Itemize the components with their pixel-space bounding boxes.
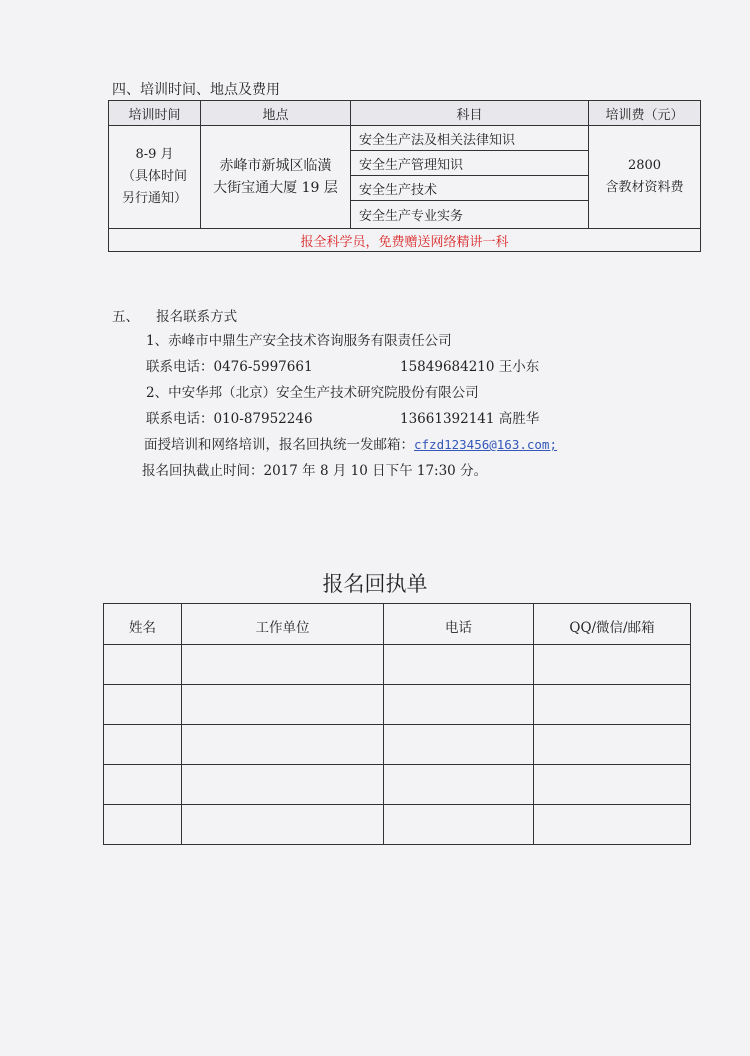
training-time-cell: 8-9 月 （具体时间 另行通知） bbox=[109, 126, 201, 229]
contact-input-cell[interactable] bbox=[534, 685, 691, 725]
org1-contact: 15849684210 王小东 bbox=[400, 359, 540, 375]
header-location: 地点 bbox=[201, 101, 351, 126]
subject-cell: 安全生产法及相关法律知识 bbox=[351, 126, 589, 151]
email-link[interactable]: cfzd123456@163.com; bbox=[414, 437, 557, 452]
org2-contact: 13661392141 高胜华 bbox=[400, 411, 540, 427]
receipt-table bbox=[103, 603, 691, 845]
phone-input-cell[interactable] bbox=[384, 765, 534, 805]
org2-phone: 联系电话：010-87952246 bbox=[146, 411, 313, 427]
training-table-header bbox=[109, 101, 701, 126]
header-employer: 工作单位 bbox=[182, 604, 384, 645]
subject-cell: 安全生产技术 bbox=[351, 176, 589, 201]
contact-input-cell[interactable] bbox=[534, 765, 691, 805]
receipt-title: 报名回执单 bbox=[322, 572, 428, 596]
header-contact: QQ/微信/邮箱 bbox=[534, 604, 691, 645]
contact-input-cell[interactable] bbox=[534, 725, 691, 765]
email-label: 面授培训和网络培训，报名回执统一发邮箱： bbox=[144, 437, 414, 453]
header-name: 姓名 bbox=[104, 604, 182, 645]
name-input-cell[interactable] bbox=[104, 645, 182, 685]
table-row bbox=[104, 685, 691, 725]
email-line bbox=[144, 433, 557, 453]
org1-name: 1、赤峰市中鼎生产安全技术咨询服务有限责任公司 bbox=[146, 333, 452, 349]
phone-input-cell[interactable] bbox=[384, 805, 534, 845]
name-input-cell[interactable] bbox=[104, 685, 182, 725]
employer-input-cell[interactable] bbox=[182, 805, 384, 845]
phone-input-cell[interactable] bbox=[384, 645, 534, 685]
section-4-title: 四、培训时间、地点及费用 bbox=[112, 82, 280, 98]
employer-input-cell[interactable] bbox=[182, 685, 384, 725]
table-row bbox=[104, 805, 691, 845]
name-input-cell[interactable] bbox=[104, 805, 182, 845]
contact-input-cell[interactable] bbox=[534, 805, 691, 845]
phone-input-cell[interactable] bbox=[384, 725, 534, 765]
receipt-header-row bbox=[104, 604, 691, 645]
deadline: 报名回执截止时间：2017 年 8 月 10 日下午 17:30 分。 bbox=[142, 463, 488, 479]
name-input-cell[interactable] bbox=[104, 765, 182, 805]
table-row bbox=[104, 725, 691, 765]
phone-input-cell[interactable] bbox=[384, 685, 534, 725]
table-row bbox=[109, 126, 701, 151]
subject-cell: 安全生产管理知识 bbox=[351, 151, 589, 176]
employer-input-cell[interactable] bbox=[182, 725, 384, 765]
employer-input-cell[interactable] bbox=[182, 645, 384, 685]
training-table bbox=[108, 100, 701, 252]
location-cell: 赤峰市新城区临潢 大街宝通大厦 19 层 bbox=[201, 126, 351, 229]
promo-note: 报全科学员，免费赠送网络精讲一科 bbox=[109, 229, 701, 252]
header-phone: 电话 bbox=[384, 604, 534, 645]
table-row bbox=[104, 645, 691, 685]
org2-name: 2、中安华邦（北京）安全生产技术研究院股份有限公司 bbox=[146, 385, 479, 401]
employer-input-cell[interactable] bbox=[182, 765, 384, 805]
header-subject: 科目 bbox=[351, 101, 589, 126]
subject-cell: 安全生产专业实务 bbox=[351, 201, 589, 229]
section-5-title: 五、 报名联系方式 bbox=[112, 309, 238, 325]
header-time: 培训时间 bbox=[109, 101, 201, 126]
header-fee: 培训费（元） bbox=[589, 101, 701, 126]
org1-phone: 联系电话：0476-5997661 bbox=[146, 359, 313, 375]
name-input-cell[interactable] bbox=[104, 725, 182, 765]
table-row bbox=[109, 229, 701, 252]
contact-input-cell[interactable] bbox=[534, 645, 691, 685]
fee-cell: 2800 含教材资料费 bbox=[589, 126, 701, 229]
table-row bbox=[104, 765, 691, 805]
